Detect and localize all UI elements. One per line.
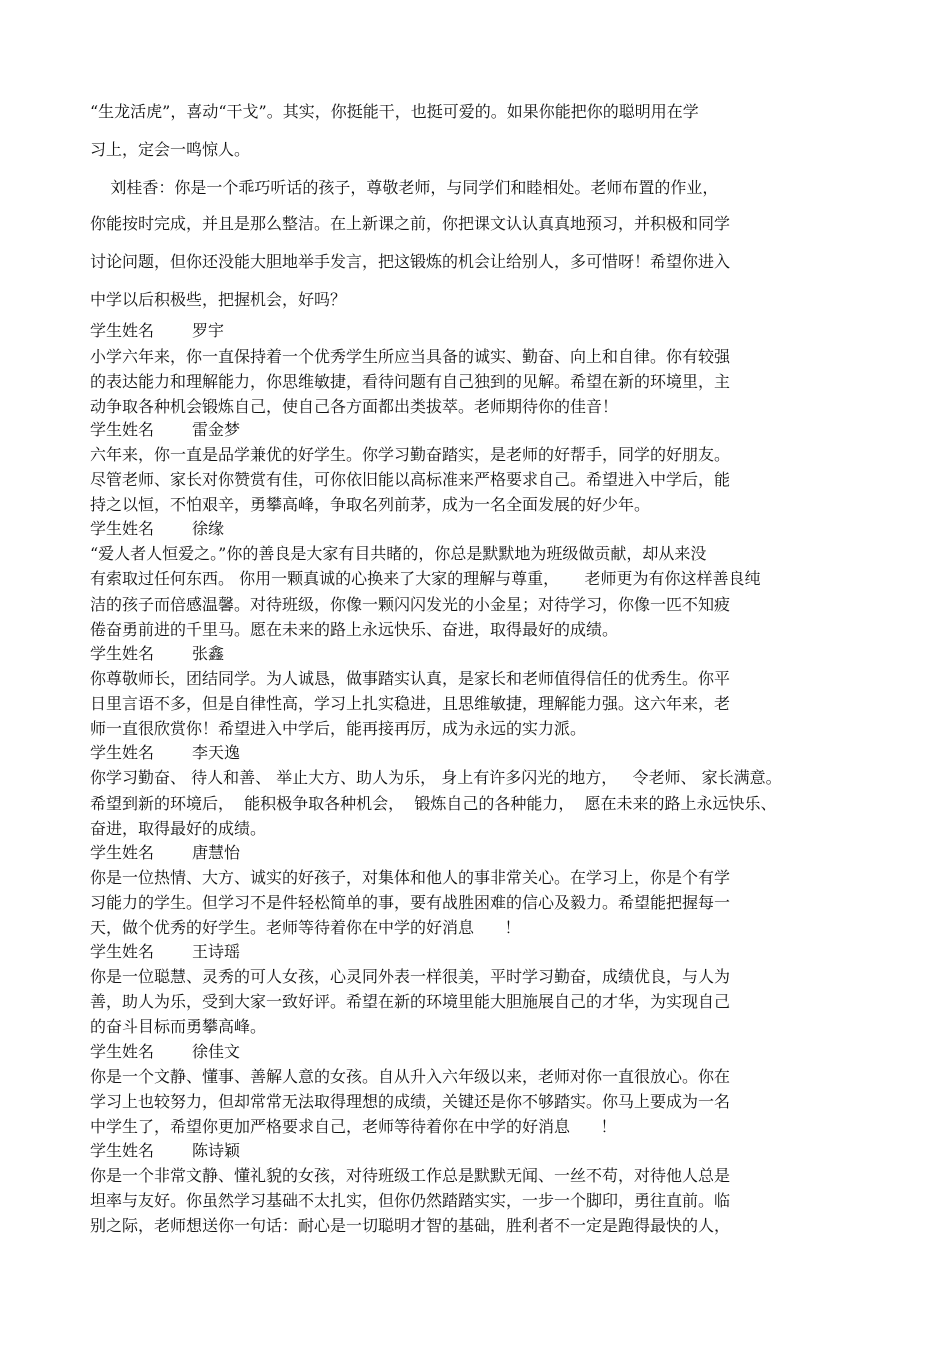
student-name: 罗宇: [192, 321, 225, 340]
student-name: 张鑫: [192, 644, 225, 663]
comment-line: 尽管老师、家长对你赞赏有佳，可你依旧能以高标准来严格要求自己。希望进入中学后，能: [90, 470, 731, 489]
student-heading: [90, 843, 240, 863]
comment-line: “爱人者人恒爱之。”你的善良是大家有目共睹的，你总是默默地为班级做贡献，却从来没: [90, 544, 707, 563]
text-line: 习上，定会一鸣惊人。: [90, 140, 251, 159]
student-name: 李天逸: [192, 743, 241, 762]
student-label: 学生姓名: [90, 420, 155, 439]
student-label: 学生姓名: [90, 743, 155, 762]
comment-line: 你学习勤奋、 待人和善、 举止大方、助人为乐， 身上有许多闪光的地方， 令老师、 家长满意。: [90, 768, 782, 787]
text-line: 中学以后积极些，把握机会，好吗？: [90, 290, 347, 309]
comment-line: 奋进，取得最好的成绩。: [90, 819, 267, 838]
comment-line: 别之际，老师想送你一句话：耐心是一切聪明才智的基础，胜利者不一定是跑得最快的人，: [90, 1216, 731, 1235]
comment-line: 你是一个非常文静、懂礼貌的女孩，对待班级工作总是默默无闻、一丝不苟，对待他人总是: [90, 1166, 731, 1185]
student-name: 徐佳文: [192, 1042, 241, 1061]
student-name: 陈诗颖: [192, 1141, 241, 1160]
student-label: 学生姓名: [90, 321, 155, 340]
student-heading: [90, 1141, 240, 1161]
student-name: 雷金梦: [192, 420, 241, 439]
student-label: 学生姓名: [90, 1141, 155, 1160]
comment-line: 希望到新的环境后， 能积极争取各种机会， 锻炼自己的各种能力， 愿在未来的路上永远快乐、: [90, 794, 777, 813]
student-label: 学生姓名: [90, 942, 155, 961]
student-heading: [90, 942, 240, 962]
student-name: 徐缘: [192, 519, 225, 538]
student-label: 学生姓名: [90, 1042, 155, 1061]
comment-line: 六年来，你一直是品学兼优的好学生。你学习勤奋踏实，是老师的好帮手，同学的好朋友。: [90, 445, 731, 464]
student-heading: [90, 321, 224, 341]
comment-line: 的表达能力和理解能力，你思维敏捷，看待问题有自己独到的见解。希望在新的环境里，主: [90, 372, 731, 391]
student-label: 学生姓名: [90, 843, 155, 862]
comment-line: 的奋斗目标而勇攀高峰。: [90, 1017, 267, 1036]
student-heading: [90, 519, 224, 539]
student-label: 学生姓名: [90, 519, 155, 538]
student-label: 学生姓名: [90, 644, 155, 663]
comment-line: 坦率与友好。你虽然学习基础不太扎实，但你仍然踏踏实实，一步一个脚印，勇往直前。临: [90, 1191, 731, 1210]
comment-line: 日里言语不多，但是自律性高，学习上扎实稳进，且思维敏捷，理解能力强。这六年来，老: [90, 694, 731, 713]
comment-line: 倦奋勇前进的千里马。愿在未来的路上永远快乐、奋进，取得最好的成绩。: [90, 620, 619, 639]
comment-line: 习能力的学生。但学习不是件轻松简单的事，要有战胜困难的信心及毅力。希望能把握每一: [90, 893, 731, 912]
text-line: 刘桂香：你是一个乖巧听话的孩子，尊敬老师，与同学们和睦相处。老师布置的作业，: [90, 178, 719, 197]
comment-line: 你是一位热情、大方、诚实的好孩子，对集体和他人的事非常关心。在学习上，你是个有学: [90, 868, 731, 887]
student-heading: [90, 1042, 240, 1062]
comment-line: 中学生了，希望你更加严格要求自己，老师等待着你在中学的好消息 ！: [90, 1117, 617, 1136]
comment-line: 学习上也较努力，但却常常无法取得理想的成绩，关键还是你不够踏实。你马上要成为一名: [90, 1092, 731, 1111]
student-name: 唐慧怡: [192, 843, 241, 862]
student-name: 王诗瑶: [192, 942, 241, 961]
text-line: “生龙活虎”，喜动“干戈”。其实，你挺能干，也挺可爱的。如果你能把你的聪明用在学: [90, 102, 699, 121]
student-heading: [90, 743, 240, 763]
comment-line: 有索取过任何东西。 你用一颗真诚的心换来了大家的理解与尊重， 老师更为有你这样善良纯: [90, 569, 761, 588]
student-heading: [90, 420, 240, 440]
comment-line: 师一直很欣赏你！希望进入中学后，能再接再厉，成为永远的实力派。: [90, 719, 587, 738]
comment-line: 洁的孩子而倍感温馨。对待班级，你像一颗闪闪发光的小金星；对待学习，你像一匹不知疲: [90, 595, 731, 614]
student-heading: [90, 644, 224, 664]
text-line: 你能按时完成，并且是那么整洁。在上新课之前，你把课文认认真真地预习，并积极和同学: [90, 214, 731, 233]
comment-line: 你是一位聪慧、灵秀的可人女孩，心灵同外表一样很美，平时学习勤奋，成绩优良，与人为: [90, 967, 731, 986]
comment-line: 持之以恒，不怕艰辛，勇攀高峰，争取名列前茅，成为一名全面发展的好少年。: [90, 495, 651, 514]
comment-line: 动争取各种机会锻炼自己，使自己各方面都出类拔萃。老师期待你的佳音！: [90, 397, 619, 416]
comment-line: 你尊敬师长，团结同学。为人诚恳，做事踏实认真，是家长和老师值得信任的优秀生。你平: [90, 669, 731, 688]
comment-line: 你是一个文静、懂事、善解人意的女孩。自从升入六年级以来，老师对你一直很放心。你在: [90, 1067, 731, 1086]
comment-line: 善，助人为乐，受到大家一致好评。希望在新的环境里能大胆施展自己的才华，为实现自己: [90, 992, 731, 1011]
comment-line: 天，做个优秀的好学生。老师等待着你在中学的好消息 ！: [90, 918, 521, 937]
text-line: 讨论问题，但你还没能大胆地举手发言，把这锻炼的机会让给别人，多可惜呀！希望你进入: [90, 252, 731, 271]
comment-line: 小学六年来，你一直保持着一个优秀学生所应当具备的诚实、勤奋、向上和自律。你有较强: [90, 347, 731, 366]
